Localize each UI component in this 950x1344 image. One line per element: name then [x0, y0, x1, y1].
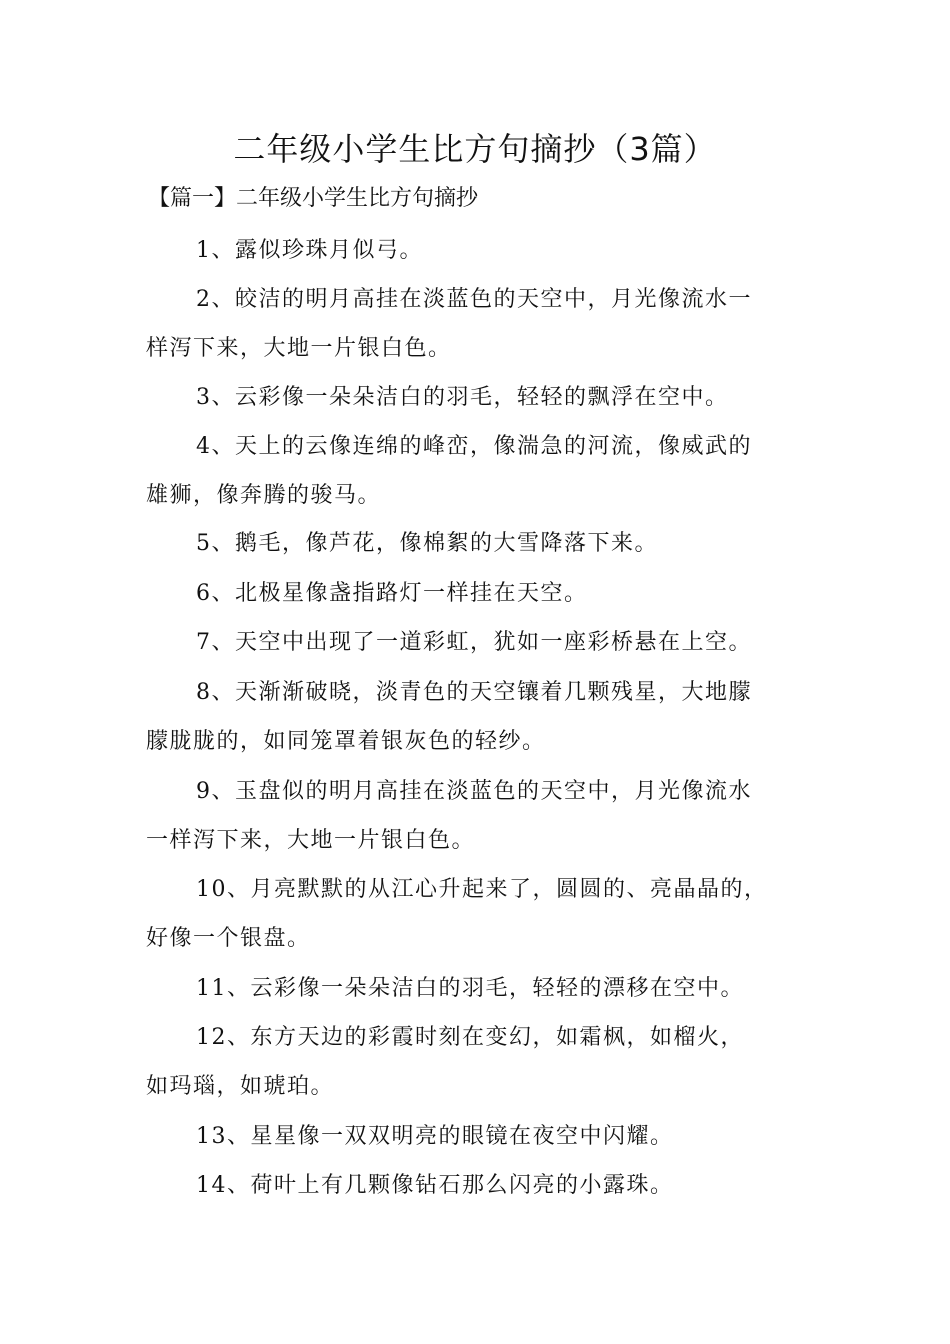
list-item [146, 520, 816, 569]
page-title: 二年级小学生比方句摘抄（3篇） [233, 130, 717, 168]
item-text: 13、星星像一双双明亮的眼镜在夜空中闪耀。 [196, 1124, 674, 1149]
item-text-continued: 好像一个银盘。 [146, 925, 311, 951]
list-item [146, 768, 816, 865]
item-text: 10、月亮默默的从江心升起来了，圆圆的、亮晶晶的， [196, 877, 768, 902]
item-text: 11、云彩像一朵朵洁白的羽毛，轻轻的漂移在空中。 [196, 976, 744, 1001]
list-item [146, 423, 816, 520]
item-text: 4、天上的云像连绵的峰峦，像湍急的河流，像威武的 [196, 434, 752, 459]
list-item [146, 965, 816, 1014]
list-item [146, 619, 816, 668]
item-text-continued: 雄狮，像奔腾的骏马。 [146, 482, 382, 508]
item-text-continued: 如玛瑙，如琥珀。 [146, 1073, 335, 1099]
item-text: 14、荷叶上有几颗像钻石那么闪亮的小露珠。 [196, 1173, 674, 1198]
item-text: 7、天空中出现了一道彩虹，犹如一座彩桥悬在上空。 [196, 630, 752, 655]
list-item [146, 227, 816, 276]
item-text: 1、露似珍珠月似弓。 [196, 238, 423, 263]
item-text-continued: 朦胧胧的，如同笼罩着银灰色的轻纱。 [146, 728, 546, 754]
item-text: 3、云彩像一朵朵洁白的羽毛，轻轻的飘浮在空中。 [196, 385, 729, 410]
item-text: 9、玉盘似的明月高挂在淡蓝色的天空中，月光像流水 [196, 779, 752, 804]
list-item [146, 374, 816, 423]
item-text: 8、天渐渐破晓，淡青色的天空镶着几颗残星，大地朦 [196, 680, 752, 705]
item-text-continued: 样泻下来，大地一片银白色。 [146, 335, 452, 361]
list-item [146, 1014, 816, 1111]
section-heading: 【篇一】二年级小学生比方句摘抄 [148, 186, 479, 211]
item-text: 2、皎洁的明月高挂在淡蓝色的天空中，月光像流水一 [196, 287, 752, 312]
list-item [146, 1162, 816, 1211]
list-item [146, 866, 816, 963]
list-item [146, 276, 816, 373]
item-text-continued: 一样泻下来，大地一片银白色。 [146, 827, 476, 853]
item-text: 5、鹅毛，像芦花，像棉絮的大雪降落下来。 [196, 531, 658, 556]
list-item [146, 1113, 816, 1162]
item-text: 6、北极星像盏指路灯一样挂在天空。 [196, 581, 588, 606]
list-item [146, 669, 816, 766]
list-item [146, 570, 816, 619]
item-text: 12、东方天边的彩霞时刻在变幻，如霜枫，如榴火， [196, 1025, 744, 1050]
